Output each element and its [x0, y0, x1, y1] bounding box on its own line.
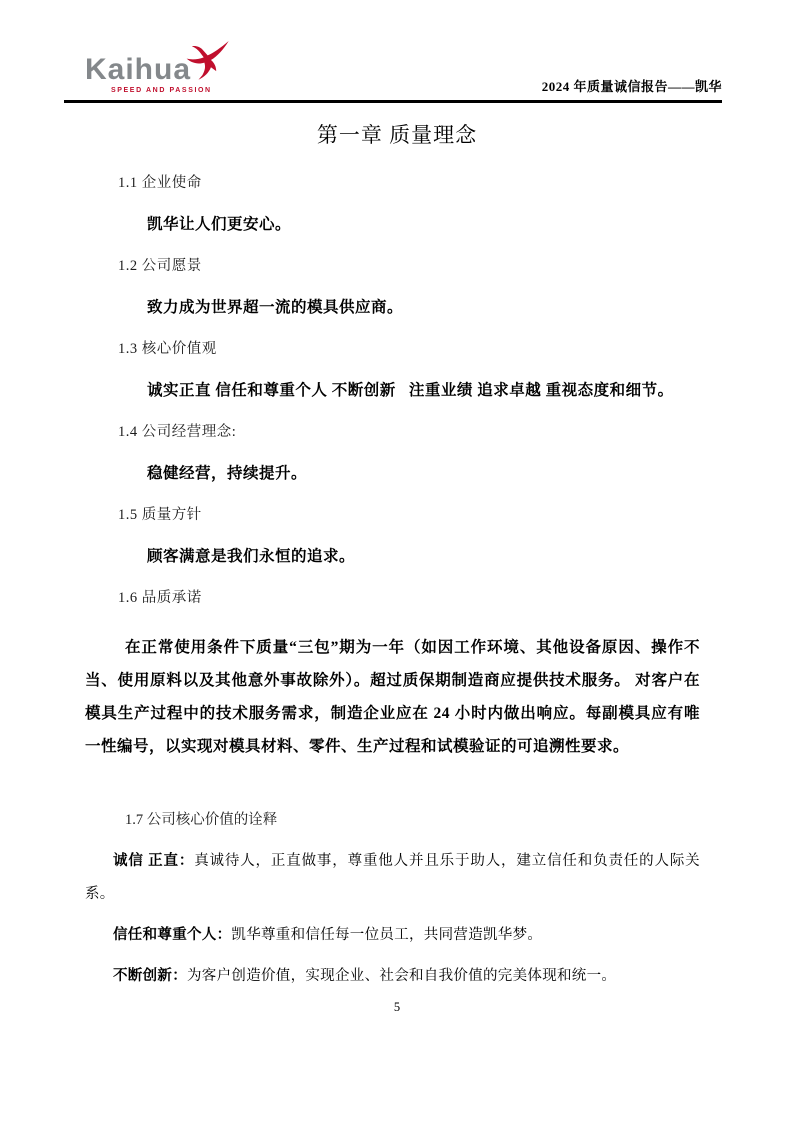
section-heading-1-7: 1.7 公司核心价值的诠释: [125, 812, 278, 828]
section-heading-1-4: 1.4 公司经营理念:: [118, 424, 237, 440]
section-heading-1-6: 1.6 品质承诺: [118, 590, 202, 606]
section-statement-1-4: 稳健经营，持续提升。: [147, 465, 308, 482]
report-header-title: 2024 年质量诚信报告——凯华: [541, 79, 722, 94]
section-statement-1-3: 诚实正直 信任和尊重个人 不断创新 注重业绩 追求卓越 重视态度和细节。: [147, 382, 674, 399]
core-value-term: 诚信 正直：: [113, 853, 195, 869]
section-heading-1-1: 1.1 企业使命: [118, 175, 202, 191]
company-logo: [85, 55, 212, 100]
page-number: 5: [393, 1000, 401, 1014]
core-value-term: 不断创新：: [113, 968, 187, 984]
hummingbird-logo-icon: [184, 39, 230, 81]
logo-tagline-text: SPEED AND PASSION: [111, 87, 212, 94]
chapter-title: 第一章 质量理念: [316, 123, 478, 147]
section-statement-1-5: 顾客满意是我们永恒的追求。: [147, 548, 356, 565]
logo-brand-text: Kaihua: [85, 53, 192, 86]
section-heading-1-5: 1.5 质量方针: [118, 507, 202, 523]
core-value-item: [85, 919, 700, 952]
page-content: [85, 171, 700, 993]
section-heading-1-3: 1.3 核心价值观: [118, 341, 217, 357]
core-value-item: [85, 960, 700, 993]
page-header: [64, 0, 722, 103]
section-statement-1-2: 致力成为世界超一流的模具供应商。: [147, 299, 404, 316]
quality-commitment-paragraph: 在正常使用条件下质量“三包”期为一年（如因工作环境、其他设备原因、操作不当、使用原料以及其他意外事故除外）。超过质保期制造商应提供技术服务。 对客户在模具生产过程中的技术服务需求，制造企业应在 24 小时内做出响应。每副模具应有唯一性编号，以实现对模具材料、零件、生产过程和试模验证的可追溯性要求。: [85, 639, 700, 755]
core-value-desc: 为客户创造价值，实现企业、社会和自我价值的完美体现和统一。: [187, 968, 617, 984]
core-value-desc: 真诚待人，正直做事，尊重他人并且乐于助人，建立信任和负责任的人际关系。: [85, 853, 700, 902]
core-value-item: [85, 845, 700, 911]
section-heading-1-2: 1.2 公司愿景: [118, 258, 202, 274]
core-value-term: 信任和尊重个人：: [113, 927, 232, 943]
section-statement-1-1: 凯华让人们更安心。: [147, 216, 292, 233]
core-value-desc: 凯华尊重和信任每一位员工，共同营造凯华梦。: [231, 927, 543, 943]
